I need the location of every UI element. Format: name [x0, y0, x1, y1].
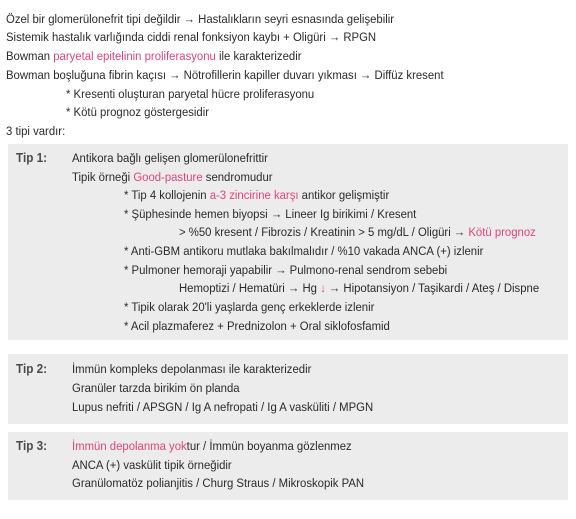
- highlight-text: Kötü prognoz: [468, 225, 536, 239]
- intro-line-1: Özel bir glomerülonefrit tipi değildir → Hastalıkların seyri esnasında gelişebilir: [6, 12, 395, 26]
- down-arrow-icon: ↓: [320, 281, 326, 295]
- highlight-text: İmmün depolanma yok: [72, 439, 187, 453]
- tip1-line-1: Antikora bağlı gelişen glomerülonefrittir: [72, 151, 268, 165]
- intro-line-3: Bowman paryetal epitelinin proliferasyonu ile karakterizedir: [6, 49, 302, 63]
- tip1-line-5: > %50 kresent / Fibrozis / Kreatinin > 5 mg/dL / Oligüri → Kötü prognoz: [179, 225, 536, 239]
- tip3-line-3: Granülomatöz polianjitis / Churg Straus / Mikroskopik PAN: [72, 476, 365, 490]
- intro-line-5: * Kresenti oluşturan paryetal hücre proliferasyonu: [66, 87, 315, 101]
- tip3-label: Tip 3:: [16, 439, 48, 453]
- tip3-line-2: ANCA (+) vaskülit tipik örneğidir: [72, 458, 232, 472]
- tip2-line-1: İmmün kompleks depolanması ile karakterizedir: [72, 362, 312, 376]
- tip1-line-7: * Pulmoner hemoraji yapabilir → Pulmono-renal sendrom sebebi: [124, 263, 448, 277]
- tip1-line-8: Hemoptizi / Hematüri → Hg ↓ → Hipotansiyon / Taşikardi / Ateş / Dispne: [179, 281, 540, 295]
- tip1-line-9: * Tipik olarak 20'li yaşlarda genç erkeklerde izlenir: [124, 300, 375, 314]
- tip1-line-2: Tipik örneği Good-pasture sendromudur: [72, 170, 273, 184]
- tip1-line-10: * Acil plazmaferez + Prednizolon + Oral siklofosfamid: [124, 319, 390, 333]
- highlight-text: a-3 zincirine karşı: [209, 188, 299, 202]
- tip1-line-3: * Tip 4 kollojenin a-3 zincirine karşı antikor gelişmiştir: [124, 188, 390, 202]
- tip2-line-2: Granüler tarzda birikim ön planda: [72, 381, 240, 395]
- tip2-line-3: Lupus nefriti / APSGN / Ig A nefropati / Ig A vasküliti / MPGN: [72, 400, 374, 414]
- intro-line-6: * Kötü prognoz göstergesidir: [66, 105, 210, 119]
- tip1-line-6: * Anti-GBM antikoru mutlaka bakılmalıdır / %10 vakada ANCA (+) izlenir: [124, 244, 484, 258]
- intro-line-4: Bowman boşluğuna fibrin kaçısı → Nötrofillerin kapiller duvarı yıkması → Diffüz kresent: [6, 68, 444, 82]
- highlight-text: Good-pasture: [133, 170, 203, 184]
- highlight-text: paryetal epitelinin proliferasyonu: [53, 49, 216, 63]
- intro-line-7: 3 tipi vardır:: [6, 124, 66, 138]
- tip1-label: Tip 1:: [16, 151, 48, 165]
- tip2-label: Tip 2:: [16, 362, 48, 376]
- intro-line-2: Sistemik hastalık varlığında ciddi renal fonksiyon kaybı + Oligüri → RPGN: [6, 30, 377, 44]
- tip3-line-1: İmmün depolanma yoktur / İmmün boyanma gözlenmez: [72, 439, 352, 453]
- tip1-line-4: * Şüphesinde hemen biyopsi → Lineer Ig birikimi / Kresent: [124, 207, 417, 221]
